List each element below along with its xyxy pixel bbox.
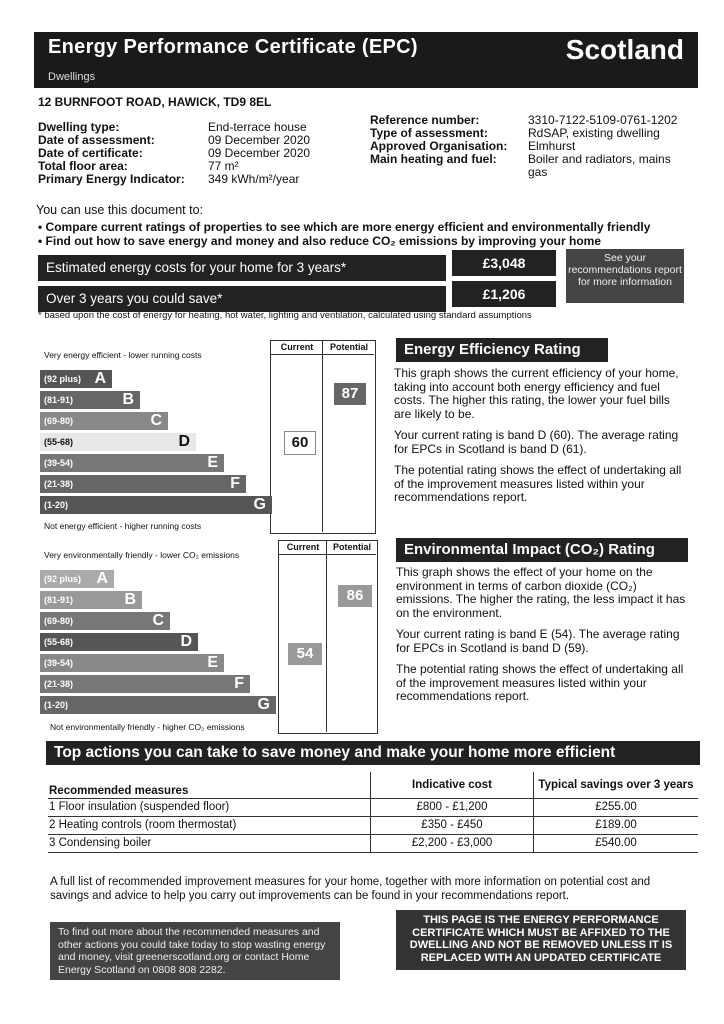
info-row <box>370 153 700 179</box>
ee-para-1: This graph shows the current efficiency of your home, taking into account both energy efficiency and fuel costs. The higher this rating, the lower your fuel bills are likely to be. <box>394 366 679 421</box>
band-range: (39-54) <box>44 458 74 468</box>
ee-section-heading: Energy Efficiency Rating <box>396 338 608 362</box>
band-letter: F <box>230 475 240 492</box>
ei-potential-rating: 86 <box>338 585 372 607</box>
certificate-title: Energy Performance Certificate (EPC) <box>48 36 418 58</box>
epc-header <box>34 32 698 88</box>
ee-band-b <box>40 391 140 409</box>
ee-current-rating: 60 <box>284 431 316 455</box>
region-label: Scotland <box>565 34 684 65</box>
savings-label: Over 3 years you could save* <box>46 291 223 306</box>
usage-bullets <box>38 220 678 248</box>
estimated-cost-label: Estimated energy costs for your home for 3 years* <box>46 260 347 275</box>
band-range: (81-91) <box>44 595 74 605</box>
cost-cell: £2,200 - £3,000 <box>371 834 534 852</box>
ei-section-heading: Environmental Impact (CO₂) Rating <box>396 538 688 562</box>
ei-band-d <box>40 633 198 651</box>
ei-para-2: Your current rating is band E (54). The average rating for EPCs in Scotland is band D (59). <box>396 627 680 655</box>
ee-potential-rating: 87 <box>334 383 366 405</box>
savings-value: £1,206 <box>452 281 556 307</box>
table-row <box>48 798 698 816</box>
info-key: Main heating and fuel: <box>370 152 497 166</box>
band-letter: E <box>207 454 218 471</box>
affix-notice-box: THIS PAGE IS THE ENERGY PERFORMANCE CERTIFICATE WHICH MUST BE AFFIXED TO THE DWELLING AND NOT BE REMOVED UNLESS IT IS REPLACED WITH AN UPDATED CERTIFICATE <box>396 910 686 970</box>
band-letter: D <box>180 633 192 650</box>
info-key: Date of certificate: <box>38 146 143 160</box>
savings-bar <box>38 286 446 312</box>
band-letter: C <box>150 412 162 429</box>
band-range: (39-54) <box>44 658 74 668</box>
info-value: End-terrace house <box>208 120 307 134</box>
band-range: (69-80) <box>44 416 74 426</box>
info-value: 09 December 2020 <box>208 146 311 160</box>
ei-band-f <box>40 675 250 693</box>
bullet-text: Find out how to save energy and money and also reduce CO₂ emissions by improving your home <box>45 234 601 248</box>
ee-para-3: The potential rating shows the effect of undertaking all of the improvement measures listed within your recommendations report. <box>394 463 682 504</box>
see-recommendations-note: See your recommendations report for more information <box>566 249 684 303</box>
band-letter: F <box>234 675 244 692</box>
right-info <box>370 114 700 179</box>
band-range: (21-38) <box>44 479 74 489</box>
col-measures: Recommended measures <box>49 784 189 797</box>
info-key: Type of assessment: <box>370 126 488 140</box>
band-letter: G <box>253 496 266 513</box>
cost-footnote: * based upon the cost of energy for heating, hot water, lighting and ventilation, calculated using standard assumptions <box>38 310 532 321</box>
recommendations-table <box>48 772 698 853</box>
ei-para-3: The potential rating shows the effect of undertaking all of the improvement measures listed within your recommendations report. <box>396 662 684 703</box>
ee-band-g <box>40 496 272 514</box>
band-letter: A <box>94 370 106 387</box>
ee-band-f <box>40 475 246 493</box>
ee-band-a <box>40 370 112 388</box>
more-info-box: To find out more about the recommended measures and other actions you could take today to stop wasting energy and money, visit greenerscotland.org or contact Home Energy Scotland on 0808 808 2282. <box>50 922 340 980</box>
ee-header-rule <box>270 354 374 355</box>
ee-potential-header: Potential <box>329 342 368 352</box>
band-letter: C <box>152 612 164 629</box>
band-range: (69-80) <box>44 616 74 626</box>
measure-cell: 3 Condensing boiler <box>49 837 152 849</box>
ei-current-rating: 54 <box>288 643 322 665</box>
info-key: Date of assessment: <box>38 133 155 147</box>
cost-cell: £800 - £1,200 <box>371 798 534 816</box>
ee-column-divider <box>322 340 323 532</box>
band-letter: B <box>122 391 134 408</box>
band-range: (81-91) <box>44 395 74 405</box>
cost-cell: £350 - £450 <box>371 816 534 834</box>
certificate-subtitle: Dwellings <box>48 71 96 83</box>
info-value: 09 December 2020 <box>208 133 311 147</box>
band-letter: E <box>207 654 218 671</box>
savings-cell: £255.00 <box>534 798 699 816</box>
savings-cell: £189.00 <box>534 816 699 834</box>
ee-description <box>394 367 686 505</box>
info-value: 77 m² <box>208 159 239 173</box>
bullet-item: • Find out how to save energy and money and also reduce CO₂ emissions by improving your home <box>38 234 601 248</box>
band-range: (55-68) <box>44 437 74 447</box>
ei-description <box>396 566 688 704</box>
info-key: Reference number: <box>370 113 480 127</box>
ee-bottom-caption: Not energy efficient - higher running costs <box>44 521 202 531</box>
col-savings: Typical savings over 3 years <box>534 772 699 798</box>
table-header-row <box>48 772 698 798</box>
usage-lead: You can use this document to: <box>36 203 204 217</box>
ee-current-header: Current <box>280 342 314 352</box>
col-cost: Indicative cost <box>371 772 534 798</box>
actions-heading: Top actions you can take to save money and make your home more efficient <box>46 741 700 765</box>
table-row <box>48 834 698 852</box>
info-value: 349 kWh/m²/year <box>208 172 300 186</box>
info-key: Approved Organisation: <box>370 139 508 153</box>
band-letter: G <box>257 696 270 713</box>
measure-cell: 1 Floor insulation (suspended floor) <box>49 801 230 813</box>
ei-rating-frame <box>278 540 378 734</box>
ei-header-rule <box>278 554 376 555</box>
ei-band-b <box>40 591 142 609</box>
ei-band-a <box>40 570 114 588</box>
ei-band-g <box>40 696 276 714</box>
ei-current-header: Current <box>286 542 320 552</box>
measure-cell: 2 Heating controls (room thermostat) <box>49 819 237 831</box>
table-row <box>48 816 698 834</box>
ee-band-e <box>40 454 224 472</box>
info-value: RdSAP, existing dwelling <box>528 126 660 140</box>
info-row <box>38 173 358 186</box>
info-value: Boiler and radiators, mains gas <box>528 152 671 179</box>
ei-column-divider <box>326 540 327 732</box>
ei-band-c <box>40 612 170 630</box>
ei-top-caption: Very environmentally friendly - lower CO₂ emissions <box>44 550 240 560</box>
ee-top-caption: Very energy efficient - lower running costs <box>44 350 202 360</box>
info-value: Elmhurst <box>528 139 576 153</box>
info-key: Primary Energy Indicator: <box>38 172 185 186</box>
estimated-cost-value: £3,048 <box>452 250 556 276</box>
ee-band-c <box>40 412 168 430</box>
band-letter: D <box>178 433 190 450</box>
band-range: (21-38) <box>44 679 74 689</box>
band-range: (92 plus) <box>44 374 82 384</box>
band-range: (92 plus) <box>44 574 82 584</box>
band-letter: B <box>124 591 136 608</box>
full-list-note: A full list of recommended improvement measures for your home, together with more information on potential cost and savings and advice to help you carry out improvements can be found in your recommendations report. <box>50 876 651 902</box>
ee-para-2: Your current rating is band D (60). The average rating for EPCs in Scotland is band D (61). <box>394 428 679 456</box>
band-range: (1-20) <box>44 500 69 510</box>
ei-potential-header: Potential <box>332 542 371 552</box>
band-letter: A <box>96 570 108 587</box>
band-range: (55-68) <box>44 637 74 647</box>
bullet-item: • Compare current ratings of properties to see which are more energy efficient and environmentally friendly <box>38 220 651 234</box>
ee-band-d <box>40 433 196 451</box>
ei-band-e <box>40 654 224 672</box>
property-address: 12 BURNFOOT ROAD, HAWICK, TD9 8EL <box>38 95 272 109</box>
band-range: (1-20) <box>44 700 69 710</box>
savings-cell: £540.00 <box>534 834 699 852</box>
info-value: 3310-7122-5109-0761-1202 <box>528 113 678 127</box>
estimated-cost-bar <box>38 255 446 281</box>
ei-bottom-caption: Not environmentally friendly - higher CO₂ emissions <box>50 722 245 732</box>
info-key: Total floor area: <box>38 159 128 173</box>
ei-para-1: This graph shows the effect of your home on the environment in terms of carbon dioxide (CO₂) emissions. The higher the rating, the less impact it has on the environment. <box>396 565 686 620</box>
bullet-text: Compare current ratings of properties to see which are more energy efficient and environmentally friendly <box>45 220 651 234</box>
info-key: Dwelling type: <box>38 120 120 134</box>
left-info <box>38 121 358 186</box>
